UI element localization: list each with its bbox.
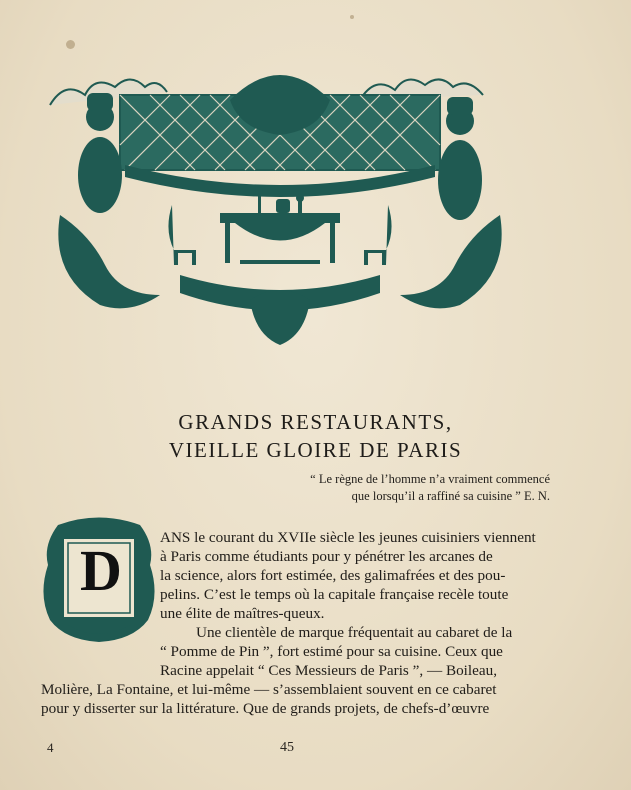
- chair-right: [364, 205, 392, 265]
- bottom-shell: [250, 290, 310, 345]
- header-vignette-illustration: [30, 55, 530, 355]
- body-line-2: à Paris comme étudiants pour y pénétrer les arcanes de: [160, 548, 493, 565]
- body-line-4: pelins. C’est le temps où la capitale française recèle toute: [160, 586, 509, 603]
- chair-left: [168, 205, 196, 265]
- chef-right: [438, 140, 482, 220]
- chapter-title-line2: VIEILLE GLOIRE DE PARIS: [168, 438, 463, 462]
- body-line-9: Molière, La Fontaine, et lui-même — s’assemblaient souvent en ce cabaret: [41, 681, 497, 698]
- dining-table: [220, 213, 340, 223]
- foxing-spot: [66, 40, 75, 49]
- chef-left: [78, 137, 122, 213]
- body-line-1: ANS le courant du XVIIe siècle les jeunes cuisiniers viennent: [160, 529, 536, 546]
- scroll-left: [58, 215, 160, 308]
- body-line-8: Racine appelait “ Ces Messieurs de Paris ”, — Boileau,: [160, 662, 497, 679]
- foxing-spot: [350, 15, 354, 19]
- body-line-10: pour y disserter sur la littérature. Que de grands projets, de chefs-d’œuvre: [41, 700, 490, 717]
- chapter-title-line1: GRANDS RESTAURANTS,: [178, 410, 453, 434]
- body-line-5: une élite de maîtres-queux.: [160, 605, 325, 622]
- body-line-6: Une clientèle de marque fréquentait au cabaret de la: [196, 624, 513, 641]
- body-line-7: “ Pomme de Pin ”, fort estimé pour sa cuisine. Ceux que: [160, 643, 503, 660]
- epigraph-line2: que lorsqu’il a raffiné sa cuisine ” E. N.: [351, 489, 550, 503]
- page-number: 45: [280, 740, 294, 755]
- body-line-3: la science, alors fort estimée, des galimafrées et des pou-: [160, 567, 506, 584]
- scroll-right: [400, 215, 502, 308]
- dropcap-letter: D: [80, 538, 122, 603]
- epigraph-line1: “ Le règne de l’homme n’a vraiment commencé: [310, 472, 550, 486]
- signature-mark: 4: [47, 740, 54, 755]
